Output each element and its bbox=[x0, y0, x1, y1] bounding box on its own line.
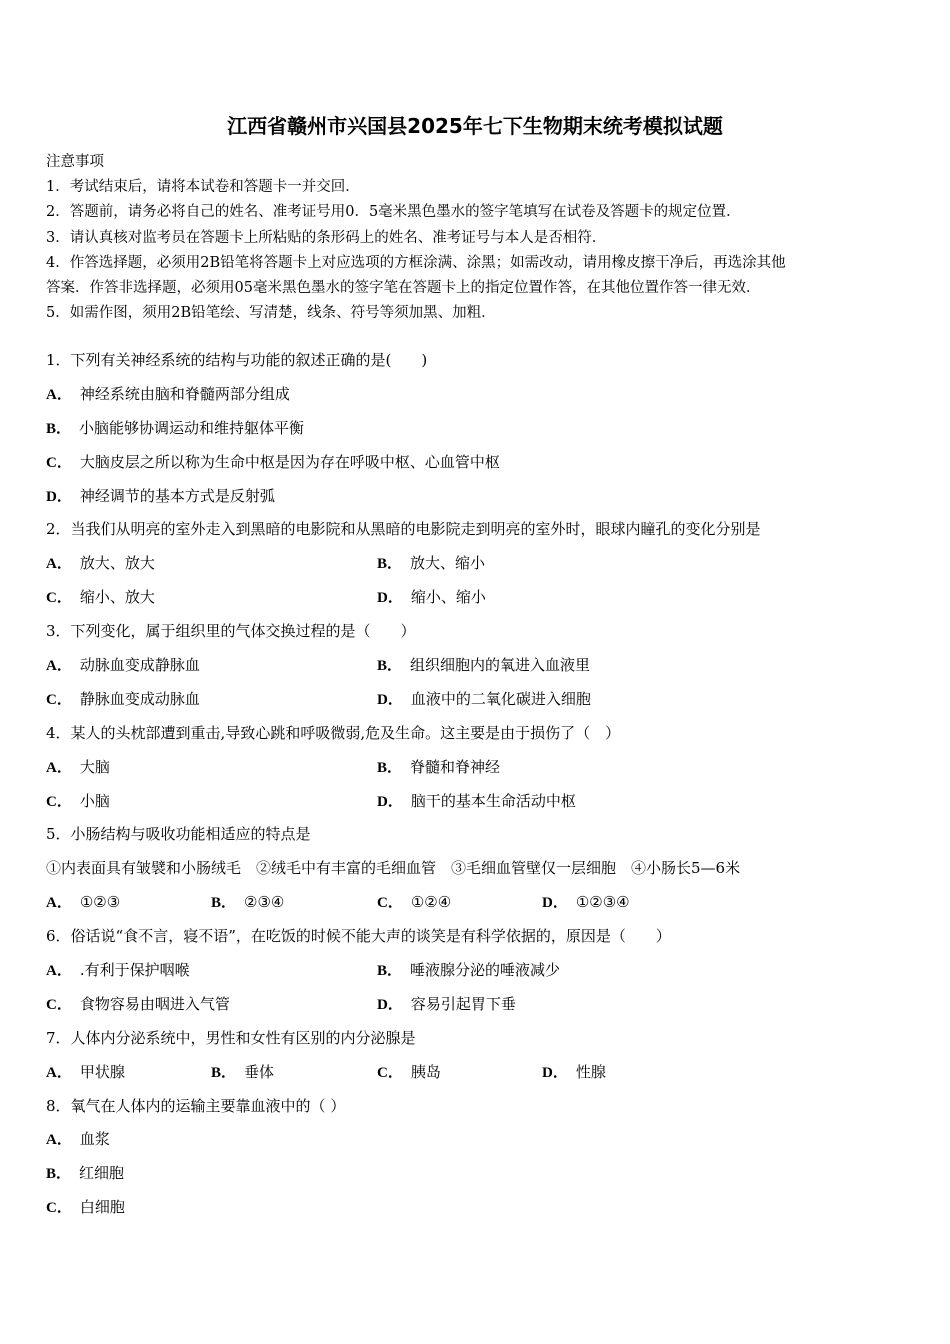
answer-option[interactable] bbox=[211, 1058, 274, 1087]
option-letter: A． bbox=[46, 386, 72, 403]
question-stem: 5．小肠结构与吸收功能相适应的特点是 bbox=[46, 825, 311, 844]
option-row bbox=[46, 414, 906, 448]
question-stem: 2．当我们从明亮的室外走入到黑暗的电影院和从黑暗的电影院走到明亮的室外时，眼球内瞳孔的变化分别是 bbox=[46, 520, 761, 539]
answer-option[interactable] bbox=[46, 956, 190, 985]
option-row bbox=[46, 448, 906, 482]
answer-option[interactable] bbox=[46, 888, 120, 917]
option-row bbox=[46, 990, 906, 1024]
answer-option[interactable] bbox=[46, 990, 230, 1019]
notes-heading: 注意事项 bbox=[46, 154, 104, 170]
option-text: 胰岛 bbox=[410, 1062, 441, 1081]
option-row bbox=[46, 380, 906, 414]
answer-option[interactable] bbox=[46, 1159, 124, 1188]
option-text: 脑干的基本生命活动中枢 bbox=[410, 791, 576, 810]
option-letter: D． bbox=[377, 590, 403, 607]
option-text: 放大、放大 bbox=[79, 554, 155, 573]
option-text: 血液中的二氧化碳进入细胞 bbox=[410, 689, 591, 708]
option-letter: C． bbox=[46, 996, 72, 1013]
option-letter: B． bbox=[46, 1166, 72, 1183]
option-text: 血浆 bbox=[79, 1130, 110, 1149]
answer-option[interactable] bbox=[377, 651, 590, 680]
note-line: 5．如需作图，须用2B铅笔绘、写清楚，线条、符号等须加黑、加粗． bbox=[46, 305, 496, 322]
option-row bbox=[46, 956, 906, 990]
answer-option[interactable] bbox=[46, 380, 290, 409]
note-line: 4．作答选择题，必须用2B铅笔将答题卡上对应选项的方框涂满、涂黑；如需改动，请用橡皮擦干净后，再选涂其他 bbox=[46, 254, 786, 271]
option-text: ①②③④ bbox=[575, 893, 630, 912]
option-row bbox=[46, 651, 906, 685]
answer-option[interactable] bbox=[46, 651, 200, 680]
option-text: 动脉血变成静脉血 bbox=[79, 656, 200, 675]
option-letter: D． bbox=[377, 793, 403, 810]
answer-option[interactable] bbox=[377, 956, 560, 985]
answer-option[interactable] bbox=[377, 549, 485, 578]
option-row bbox=[46, 685, 906, 719]
answer-option[interactable] bbox=[46, 685, 200, 714]
option-letter: C． bbox=[46, 454, 72, 471]
answer-option[interactable] bbox=[377, 685, 591, 714]
option-letter: C． bbox=[46, 691, 72, 708]
option-text: 白细胞 bbox=[79, 1198, 125, 1217]
option-letter: D． bbox=[377, 996, 403, 1013]
answer-option[interactable] bbox=[542, 888, 630, 917]
option-text: 垂体 bbox=[244, 1062, 275, 1081]
option-row bbox=[46, 1193, 906, 1227]
option-row bbox=[46, 1058, 906, 1092]
notes-section bbox=[46, 150, 906, 326]
option-letter: B． bbox=[211, 1064, 237, 1081]
answer-option[interactable] bbox=[46, 583, 155, 612]
question-statements: ①内表面具有皱襞和小肠绒毛 ②绒毛中有丰富的毛细血管 ③毛细血管壁仅一层细胞 ④小肠长5—6米 bbox=[46, 859, 741, 878]
answer-option[interactable] bbox=[46, 549, 155, 578]
option-text: 缩小、放大 bbox=[79, 588, 155, 607]
answer-option[interactable] bbox=[377, 787, 576, 816]
note-line: 2．答题前，请务必将自己的姓名、准考证号用0．5毫米黑色墨水的签字笔填写在试卷及答题卡的规定位置． bbox=[46, 204, 741, 221]
option-letter: A． bbox=[46, 963, 72, 980]
option-letter: B． bbox=[46, 420, 72, 437]
option-letter: D． bbox=[542, 1064, 568, 1081]
option-row bbox=[46, 753, 906, 787]
answer-option[interactable] bbox=[46, 414, 304, 443]
answer-option[interactable] bbox=[377, 753, 500, 782]
answer-option[interactable] bbox=[46, 753, 110, 782]
option-text: 大脑皮层之所以称为生命中枢是因为存在呼吸中枢、心血管中枢 bbox=[79, 452, 500, 471]
answer-option[interactable] bbox=[46, 1058, 125, 1087]
question-stem: 7．人体内分泌系统中，男性和女性有区别的内分泌腺是 bbox=[46, 1028, 416, 1047]
option-letter: A． bbox=[46, 759, 72, 776]
option-letter: A． bbox=[46, 1064, 72, 1081]
option-row bbox=[46, 583, 906, 617]
option-letter: C． bbox=[46, 793, 72, 810]
option-letter: D． bbox=[46, 488, 72, 505]
question-stem: 3．下列变化，属于组织里的气体交换过程的是（ ） bbox=[46, 622, 416, 641]
option-text: ①②④ bbox=[410, 893, 452, 912]
option-letter: C． bbox=[377, 1064, 403, 1081]
option-text: 缩小、缩小 bbox=[410, 588, 486, 607]
questions-section bbox=[46, 346, 906, 1227]
option-letter: A． bbox=[46, 1132, 72, 1149]
note-line: 3．请认真核对监考员在答题卡上所粘贴的条形码上的姓名、准考证号与本人是否相符． bbox=[46, 229, 607, 246]
option-text: 大脑 bbox=[79, 757, 110, 776]
option-text: 组织细胞内的氧进入血液里 bbox=[410, 656, 591, 675]
option-text: 容易引起胃下垂 bbox=[410, 994, 516, 1013]
option-letter: D． bbox=[542, 895, 568, 912]
option-letter: B． bbox=[377, 556, 403, 573]
option-text: 小脑 bbox=[79, 791, 110, 810]
option-row bbox=[46, 888, 906, 922]
question-stem: 4．某人的头枕部遭到重击,导致心跳和呼吸微弱,危及生命。这主要是由于损伤了（ ） bbox=[46, 723, 621, 742]
page-title: 江西省赣州市兴国县2025年七下生物期末统考模拟试题 bbox=[227, 114, 723, 138]
option-text: 食物容易由咽进入气管 bbox=[79, 994, 230, 1013]
option-text: .有利于保护咽喉 bbox=[79, 961, 190, 980]
option-letter: A． bbox=[46, 658, 72, 675]
option-letter: A． bbox=[46, 556, 72, 573]
option-row bbox=[46, 482, 906, 516]
option-text: 放大、缩小 bbox=[410, 554, 486, 573]
option-letter: A． bbox=[46, 895, 72, 912]
answer-option[interactable] bbox=[46, 1125, 110, 1154]
option-row bbox=[46, 1159, 906, 1193]
option-letter: B． bbox=[377, 759, 403, 776]
option-row bbox=[46, 549, 906, 583]
option-text: 静脉血变成动脉血 bbox=[79, 689, 200, 708]
answer-option[interactable] bbox=[46, 482, 275, 511]
option-letter: C． bbox=[46, 1200, 72, 1217]
option-letter: D． bbox=[377, 691, 403, 708]
option-text: 神经调节的基本方式是反射弧 bbox=[79, 486, 275, 505]
question-stem: 6．俗话说“食不言，寝不语”，在吃饭的时候不能大声的谈笑是有科学依据的，原因是（ ） bbox=[46, 927, 671, 946]
answer-option[interactable] bbox=[377, 583, 486, 612]
question-stem: 8．氧气在人体内的运输主要靠血液中的（ ） bbox=[46, 1096, 346, 1115]
answer-option[interactable] bbox=[377, 990, 516, 1019]
option-letter: B． bbox=[211, 895, 237, 912]
option-text: 甲状腺 bbox=[79, 1062, 125, 1081]
option-text: ①②③ bbox=[79, 893, 121, 912]
option-letter: C． bbox=[377, 895, 403, 912]
answer-option[interactable] bbox=[46, 448, 500, 477]
option-text: 小脑能够协调运动和维持躯体平衡 bbox=[79, 418, 305, 437]
answer-option[interactable] bbox=[211, 888, 284, 917]
option-letter: B． bbox=[377, 963, 403, 980]
note-line: 答案．作答非选择题，必须用05毫米黑色墨水的签字笔在答题卡上的指定位置作答，在其他位置作答一律无效． bbox=[46, 280, 761, 297]
option-text: 红细胞 bbox=[79, 1164, 125, 1183]
option-text: 唾液腺分泌的唾液减少 bbox=[410, 961, 561, 980]
answer-option[interactable] bbox=[46, 1193, 125, 1222]
option-letter: C． bbox=[46, 590, 72, 607]
option-letter: B． bbox=[377, 658, 403, 675]
option-row bbox=[46, 1125, 906, 1159]
answer-option[interactable] bbox=[377, 1058, 441, 1087]
answer-option[interactable] bbox=[46, 787, 110, 816]
option-text: 神经系统由脑和脊髓两部分组成 bbox=[79, 384, 290, 403]
question-stem: 1．下列有关神经系统的结构与功能的叙述正确的是( ) bbox=[46, 351, 428, 369]
option-text: ②③④ bbox=[244, 893, 285, 912]
note-line: 1．考试结束后，请将本试卷和答题卡一并交回． bbox=[46, 179, 360, 196]
option-text: 性腺 bbox=[575, 1062, 606, 1081]
answer-option[interactable] bbox=[377, 888, 451, 917]
option-text: 脊髓和脊神经 bbox=[410, 757, 501, 776]
option-row bbox=[46, 787, 906, 821]
answer-option[interactable] bbox=[542, 1058, 606, 1087]
